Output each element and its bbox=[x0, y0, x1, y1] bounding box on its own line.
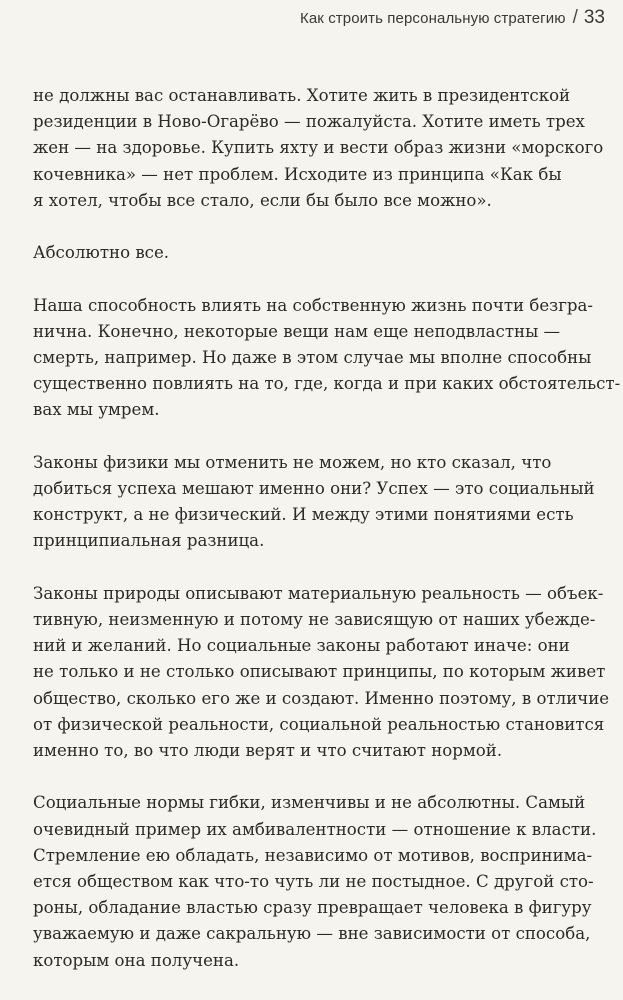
paragraph-2 bbox=[33, 240, 601, 266]
text-line: Социальные нормы гибки, изменчивы и не абсолютны. Самый bbox=[33, 793, 586, 813]
text-line: тивную, неизменную и потому не зависящую от наших убежде- bbox=[33, 610, 596, 629]
text-line: не только и не столько описывают принципы, по которым живет bbox=[33, 662, 606, 682]
text-line: Стремление ею обладать, независимо от мотивов, воспринима- bbox=[33, 845, 593, 865]
text-line: очевидный пример их амбивалентности — отношение к власти. bbox=[33, 819, 597, 839]
running-head bbox=[300, 7, 605, 29]
text-line: именно то, во что люди верят и что считают нормой. bbox=[33, 741, 503, 761]
text-line: Законы природы описывают материальную реальность — объек- bbox=[33, 583, 604, 603]
text-line: роны, обладание властью сразу превращает человека в фигуру bbox=[33, 898, 592, 918]
paragraph-1 bbox=[33, 83, 604, 214]
running-head-title: Как строить персональную стратегию bbox=[300, 10, 566, 27]
text-line: Абсолютно все. bbox=[33, 243, 170, 263]
text-line: от физической реальности, социальной реальностью становится bbox=[33, 714, 605, 734]
text-line: ется обществом как что-то чуть ли не постыдное. С другой сто- bbox=[33, 872, 594, 892]
text-line: не должны вас останавливать. Хотите жить в президентской bbox=[33, 86, 571, 105]
text-line: вах мы умрем. bbox=[33, 400, 160, 420]
text-line: добиться успеха мешают именно они? Успех — это социальный bbox=[33, 479, 595, 498]
text-line: нична. Конечно, некоторые вещи нам еще неподвластны — bbox=[33, 321, 561, 341]
text-line: конструкт, а не физический. И между этими понятиями есть bbox=[33, 505, 574, 525]
page-number: 33 bbox=[583, 7, 605, 28]
paragraph-5 bbox=[33, 581, 610, 764]
text-line: кочевника» — нет проблем. Исходите из принципа «Как бы bbox=[33, 164, 562, 184]
text-line: существенно повлиять на то, где, когда и при каких обстоятельст- bbox=[33, 374, 621, 394]
text-line: ний и желаний. Но социальные законы работают иначе: они bbox=[33, 636, 570, 656]
text-line: жен — на здоровье. Купить яхту и вести образ жизни «морского bbox=[33, 138, 604, 158]
running-head-separator: / bbox=[572, 7, 578, 28]
paragraph-6 bbox=[33, 790, 601, 973]
text-line: Наша способность влиять на собственную жизнь почти безгра- bbox=[33, 295, 594, 315]
text-line: которым она получена. bbox=[33, 950, 240, 970]
paragraph-3 bbox=[33, 293, 621, 424]
body-text bbox=[33, 83, 621, 1000]
text-line: я хотел, чтобы все стало, если бы было все можно». bbox=[33, 190, 492, 210]
text-line: общество, сколько его же и создают. Именно поэтому, в отличие bbox=[33, 688, 610, 708]
paragraph-4 bbox=[33, 450, 601, 555]
text-line: смерть, например. Но даже в этом случае мы вполне способны bbox=[33, 348, 592, 367]
text-line: Законы физики мы отменить не можем, но кто сказал, что bbox=[33, 452, 552, 472]
text-line: уважаемую и даже сакральную — вне зависимости от способа, bbox=[33, 924, 591, 944]
text-line: принципиальная разница. bbox=[33, 531, 265, 551]
text-line: резиденции в Ново-Огарёво — пожалуйста. Хотите иметь трех bbox=[33, 112, 585, 132]
